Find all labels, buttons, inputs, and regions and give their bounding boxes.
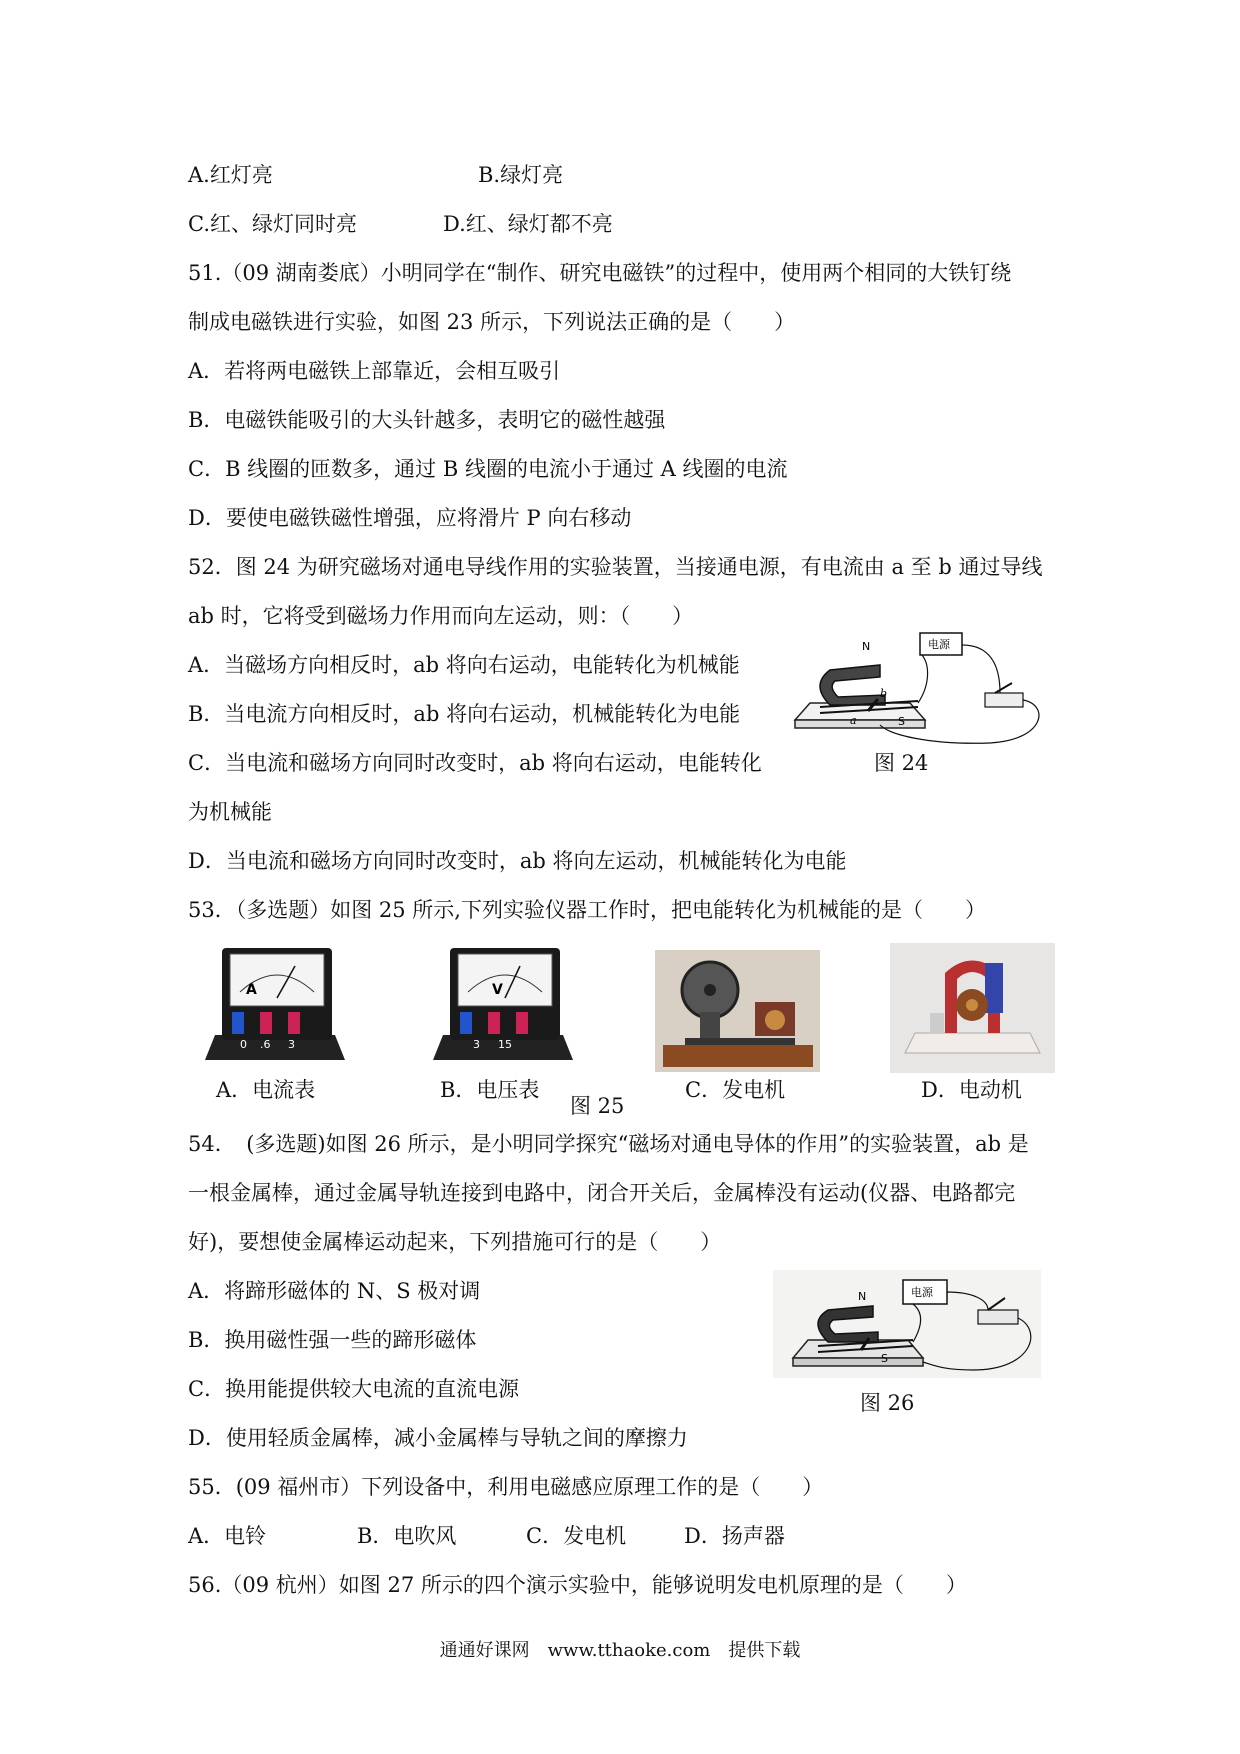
q50-option-b: B.绿灯亮 — [478, 163, 564, 187]
q52-option-c-cont: 为机械能 — [188, 800, 272, 824]
q51-stem-line2: 制成电磁铁进行实验，如图 23 所示，下列说法正确的是（ ） — [188, 310, 796, 334]
q51-option-d: D．要使电磁铁磁性增强，应将滑片 P 向右移动 — [188, 506, 632, 530]
figure-24-caption: 图 24 — [874, 751, 929, 775]
figure-26-n-label: N — [858, 1290, 867, 1303]
q52-option-d: D．当电流和磁场方向同时改变时，ab 将向左运动，机械能转化为电能 — [188, 849, 847, 873]
figure-24-power-label: 电源 — [928, 638, 950, 651]
figure-24-b-label: b — [880, 687, 888, 700]
q54-option-a: A．将蹄形磁体的 N、S 极对调 — [188, 1279, 481, 1303]
q55-option-a: A．电铃 — [188, 1524, 267, 1548]
q54-option-d: D．使用轻质金属棒，减小金属棒与导轨之间的摩擦力 — [188, 1426, 688, 1450]
q50-option-a: A.红灯亮 — [188, 163, 273, 187]
q54-stem-line1: 54． (多选题)如图 26 所示，是小明同学探究“磁场对通电导体的作用”的实验装置，ab 是 — [188, 1132, 1029, 1156]
q54-option-c: C．换用能提供较大电流的直流电源 — [188, 1377, 520, 1401]
q50-option-d: D.红、绿灯都不亮 — [443, 212, 613, 236]
figure-24-n-label: N — [862, 640, 871, 653]
q50-option-c: C.红、绿灯同时亮 — [188, 212, 357, 236]
figure-24-s-label: S — [898, 715, 905, 728]
q52-stem-line1: 52．图 24 为研究磁场对通电导线作用的实验装置，当接通电源，有电流由 a 至 b 通过导线 — [188, 555, 1043, 579]
voltmeter-terminal-1: 15 — [498, 1038, 512, 1051]
figure-25-caption: 图 25 — [570, 1094, 625, 1118]
q51-option-b: B．电磁铁能吸引的大头针越多，表明它的磁性越强 — [188, 408, 666, 432]
figure-25-label-a: A．电流表 — [216, 1078, 316, 1102]
q56-stem: 56.（09 杭州）如图 27 所示的四个演示实验中，能够说明发电机原理的是（ ） — [188, 1573, 967, 1597]
ammeter-letter: A — [246, 982, 257, 998]
q54-option-b: B．换用磁性强一些的蹄形磁体 — [188, 1328, 477, 1352]
q52-option-b: B．当电流方向相反时，ab 将向右运动，机械能转化为电能 — [188, 702, 741, 726]
figure-24-apparatus — [790, 625, 1050, 750]
q55-option-d: D．扬声器 — [684, 1524, 785, 1548]
q55-option-c: C．发电机 — [526, 1524, 627, 1548]
figure-26-caption: 图 26 — [860, 1391, 915, 1415]
q52-option-c: C．当电流和磁场方向同时改变时，ab 将向右运动，电能转化 — [188, 751, 762, 775]
voltmeter-letter: V — [492, 982, 503, 998]
figure-25-label-b: B．电压表 — [440, 1078, 540, 1102]
figure-26-power-label: 电源 — [911, 1286, 933, 1299]
ammeter-terminal-1: .6 — [260, 1038, 271, 1051]
q54-stem-line2: 一根金属棒，通过金属导轨连接到电路中，闭合开关后，金属棒没有运动(仪器、电路都完 — [188, 1181, 1016, 1205]
figure-25-voltmeter — [428, 940, 578, 1062]
figure-25-generator — [655, 950, 820, 1072]
page-footer[interactable]: 通通好课网 www.tthaoke.com 提供下载 — [439, 1640, 801, 1661]
ammeter-terminal-0: 0 — [240, 1038, 247, 1051]
figure-25-motor — [890, 943, 1055, 1073]
q55-option-b: B．电吹风 — [357, 1524, 457, 1548]
q52-stem-line2: ab 时，它将受到磁场力作用而向左运动，则：（ ） — [188, 604, 694, 628]
figure-24-a-label: a — [850, 714, 857, 727]
figure-25-label-d: D．电动机 — [921, 1078, 1022, 1102]
q54-stem-line3: 好)，要想使金属棒运动起来，下列措施可行的是（ ） — [188, 1230, 722, 1254]
ammeter-terminal-2: 3 — [288, 1038, 295, 1051]
figure-26-apparatus — [773, 1270, 1041, 1378]
q53-stem: 53．（多选题）如图 25 所示,下列实验仪器工作时，把电能转化为机械能的是（ ） — [188, 898, 986, 922]
q55-stem: 55．(09 福州市）下列设备中，利用电磁感应原理工作的是（ ） — [188, 1475, 824, 1499]
q52-option-a: A．当磁场方向相反时，ab 将向右运动，电能转化为机械能 — [188, 653, 740, 677]
voltmeter-terminal-0: 3 — [473, 1038, 480, 1051]
q51-option-a: A．若将两电磁铁上部靠近，会相互吸引 — [188, 359, 561, 383]
figure-25-label-c: C．发电机 — [685, 1078, 786, 1102]
q51-stem-line1: 51.（09 湖南娄底）小明同学在“制作、研究电磁铁”的过程中，使用两个相同的大铁钉绕 — [188, 261, 1012, 285]
q51-option-c: C．B 线圈的匝数多，通过 B 线圈的电流小于通过 A 线圈的电流 — [188, 457, 788, 481]
figure-25-ammeter — [200, 940, 350, 1062]
figure-26-s-label: S — [881, 1352, 888, 1365]
